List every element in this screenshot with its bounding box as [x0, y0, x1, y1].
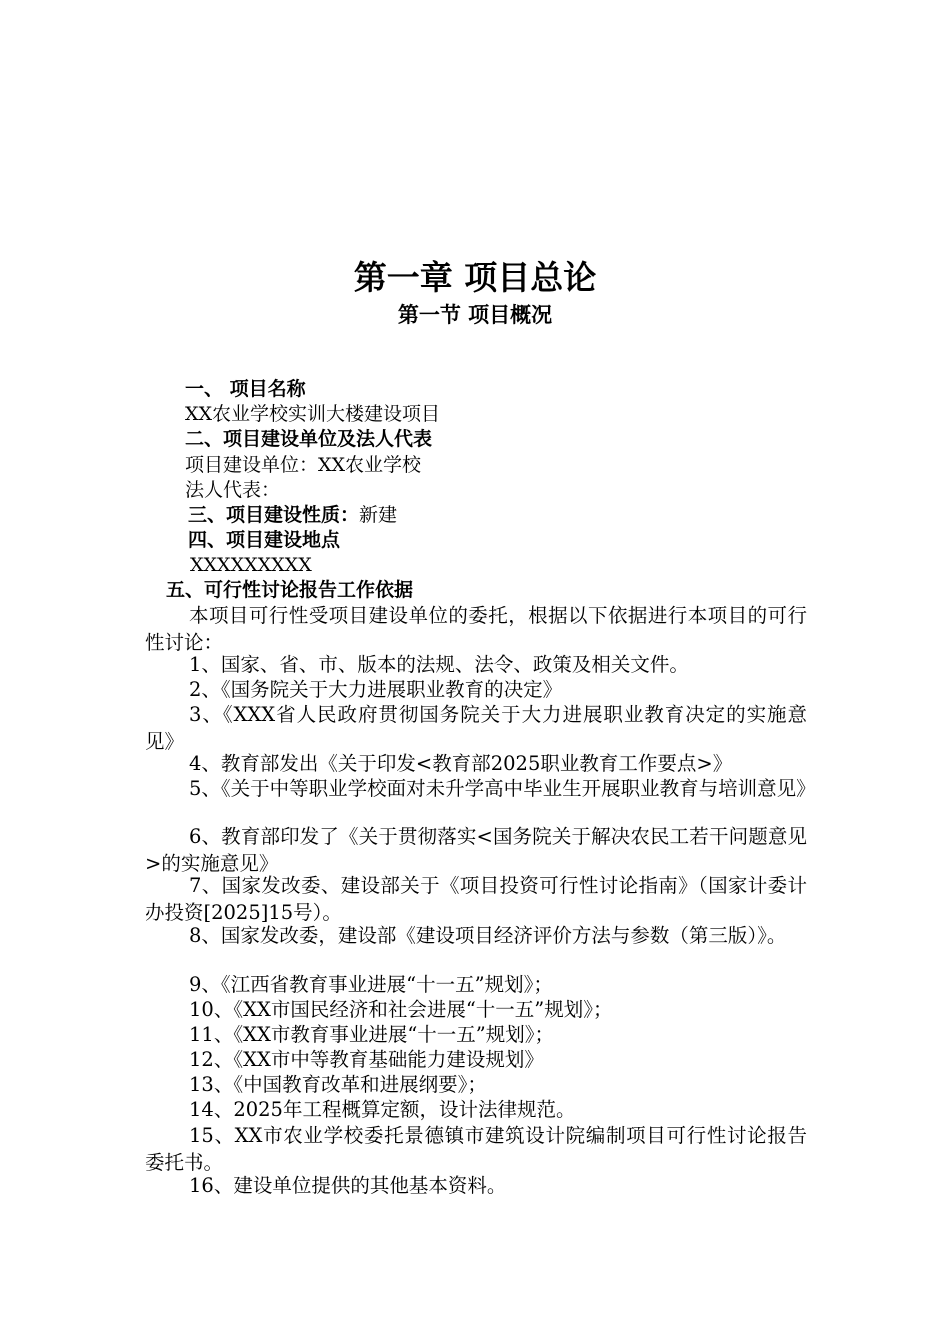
- list-item: 14、2025年工程概算定额，设计法律规范。: [189, 1098, 576, 1121]
- nature-row: [188, 503, 397, 527]
- list-item: 12、《XX市中等教育基础能力建设规划》: [189, 1048, 544, 1071]
- list-item: 3、《XXX省人民政府贯彻国务院关于大力进展职业教育决定的实施意见》: [145, 703, 807, 753]
- legal-representative: 法人代表：: [185, 479, 281, 501]
- project-name-value: XX农业学校实训大楼建设项目: [185, 403, 441, 425]
- heading-project-location: 四、项目建设地点: [188, 529, 341, 551]
- list-item: 10、《XX市国民经济和社会进展“十一五”规划》；: [189, 998, 613, 1021]
- list-item: 7、国家发改委、建设部关于《项目投资可行性讨论指南》（国家计委计办投资[2025]15号）。: [145, 874, 807, 924]
- heading-report-basis: 五、可行性讨论报告工作依据: [166, 579, 414, 601]
- basis-intro: 本项目可行性受项目建设单位的委托，根据以下依据进行本项目的可行性讨论：: [145, 604, 807, 654]
- list-item: 2、《国务院关于大力进展职业教育的决定》: [189, 678, 563, 701]
- list-item: 15、XX市农业学校委托景德镇市建筑设计院编制项目可行性讨论报告委托书。: [145, 1124, 807, 1174]
- construction-unit-value: 项目建设单位：XX农业学校: [185, 454, 422, 476]
- list-item: 9、《江西省教育事业进展“十一五”规划》；: [189, 973, 553, 996]
- list-item: 1、国家、省、市、版本的法规、法令、政策及相关文件。: [189, 653, 689, 676]
- section-title: 第一节 项目概况: [397, 303, 553, 327]
- list-item: 4、教育部发出《关于印发<教育部2025职业教育工作要点>》: [189, 752, 733, 775]
- project-nature-value: 新建: [359, 504, 398, 526]
- list-item: 8、国家发改委，建设部《建设项目经济评价方法与参数（第三版）》。: [189, 924, 787, 947]
- list-item: 13、《中国教育改革和进展纲要》；: [189, 1073, 487, 1096]
- heading-construction-unit: 二、项目建设单位及法人代表: [185, 428, 433, 450]
- list-item: 5、《关于中等职业学校面对未升学高中毕业生开展职业教育与培训意见》: [189, 777, 816, 800]
- heading-project-name: 一、 项目名称: [185, 378, 306, 400]
- list-item: 11、《XX市教育事业进展“十一五”规划》；: [189, 1023, 555, 1046]
- list-item: 16、建设单位提供的其他基本资料。: [189, 1174, 507, 1197]
- heading-project-nature: 三、项目建设性质：: [188, 504, 360, 526]
- list-item: 6、教育部印发了《关于贯彻落实<国务院关于解决农民工若干问题意见>的实施意见》: [145, 825, 807, 875]
- chapter-title: 第一章 项目总论: [353, 258, 597, 297]
- project-location-value: XXXXXXXXX: [190, 554, 312, 576]
